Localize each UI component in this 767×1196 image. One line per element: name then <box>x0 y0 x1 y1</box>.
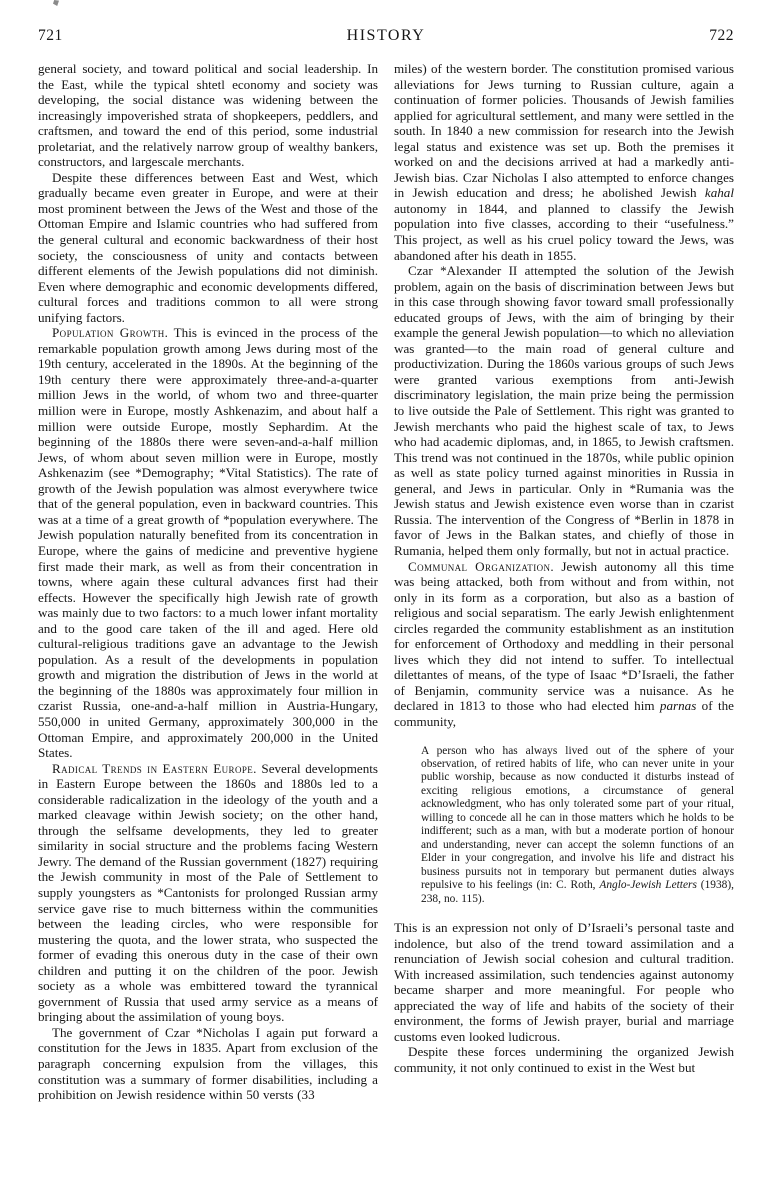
body-text: general society, and toward political and social leadership. In the East, while the typical shtetl economy and society was developing, the social distance was widening between the increasingly impoverished strata of shopkeepers, peddlers, and craftsmen, and toward the end of this period, some industrial proletariat, and the relatively narrow group of wealthy bankers, constructors, and largescale merchants. <box>38 61 378 170</box>
paragraph <box>394 1044 734 1075</box>
italic-term: parnas <box>659 698 697 714</box>
body-text: of the community, <box>394 698 734 729</box>
body-text: autonomy in 1844, and planned to classify the Jewish population into five classes, according to their “usefulness.” This project, as well as his cruel policy toward the Jews, was abandoned after his death in 1855. <box>394 200 734 263</box>
italic-term: kahal <box>704 185 734 201</box>
paragraph <box>394 920 734 1044</box>
page-number-right: 722 <box>709 27 734 44</box>
body-text: miles) of the western border. The constitution promised various alleviations for Jews turning to Russian culture, again a continuation of former policies. Thousands of Jewish families applied for agricultural settlement, and many were settled in the south. In 1840 a new commission for research into the Jewish legal status and existence was set up. Both the premises it worked on and the decisions arrived at had a markedly anti-Jewish bias. Czar Nicholas I also attempted to enforce changes in Jewish education and dress; he abolished Jewish <box>394 61 734 201</box>
body-text: Czar *Alexander II attempted the solution of the Jewish problem, again on the basis of discrimination between Jews but in this case through showing favor toward small professionally educated groups of Jews, with the aim of bringing by their example the general Jewish population—to which no alleviation was granted—to the main road of general culture and productivization. During the 1860s various groups of such Jews were granted various exemptions from anti-Jewish discriminatory legislation, the main prize being the permission to live outside the Pale of Settlement. This right was granted to Jewish merchants who paid the highest scale of tax, to Jews who had academic diplomas, and, in 1865, to Jewish craftsmen. This trend was not continued in the 1870s, while public opinion as well as state policy turned against minorities in Russia in general, and Jews in particular. Only in *Rumania was the Jewish status and Jewish existence even worse than in czarist Russia. The intervention of the Congress of *Berlin in 1878 in favor of Jews in the Balkan states, and chiefly of those in Rumania, helped them only formally, but not in actual practice. <box>394 263 734 558</box>
body-text: A person who has always lived out of the sphere of your observation, of retired habits of life, who can never unite in your public worship, because as now conducted it disturbs instead of exciting religious emotions, a circumstance of general acknowledgment, who has only tolerated some part of your ritual, willing to concede all he can in those matters which he holds to be indifferent; such as a man, with but a moderate portion of honour and understanding, never can accept the solemn functions of an Elder in your congregation, and involve his life and distract his business pursuits not in temporary but permanent duties always repulsive to his feelings (in: C. Roth, <box>421 744 734 892</box>
running-head <box>38 27 734 45</box>
section-heading: Radical Trends in Eastern Europe. <box>52 760 257 776</box>
section-heading: Population Growth. <box>52 325 169 341</box>
paragraph <box>38 1025 378 1103</box>
running-head-title: HISTORY <box>346 27 426 44</box>
body-text: This is evinced in the process of the remarkable population growth among Jews during most of the 19th century, accelerated in the 1890s. At the beginning of the 19th century there were approximately three-and-a-quarter million Jews in the world, of whom two and three-quarter million were in Europe, mostly Ashkenazim, and about half a million were outside Europe, mostly Sephardim. At the beginning of the 1880s there were seven-and-a-half million Jews, of whom about seven million were in Europe, mostly Ashkenazim (see *Demography; *Vital Statistics). The rate of growth of the Jewish population was almost everywhere twice that of the general population, even in backward countries. This was at a time of a great growth of *population everywhere. The Jewish population naturally benefited from its concentration in Europe, where the gains of medicine and preventive hygiene first made their mark, as well as from their concentration in towns, where again these cultural advances first had their effects. However the specifically high Jewish rate of growth was mainly due to two factors: to a much lower infant mortality and to the good care taken of the ill and aged. Here old cultural-religious traditions gave an advantage to the Jewish population. As a result of the developments in population growth and migration the distribution of Jews in the world at the beginning of the 1880s was approximately four million in czarist Russia, one-and-a-half million in Austria-Hungary, 550,000 in united Germany, approximately 300,000 in the Ottoman Empire, and approximately 200,000 in the United States. <box>38 325 378 761</box>
paragraph <box>38 761 378 1025</box>
paragraph <box>38 325 378 760</box>
body-text: The government of Czar *Nicholas I again put forward a constitution for the Jews in 1835. Apart from exclusion of the paragraph concerning expulsion from the villages, this constitution was a summary of former disabilities, including a prohibition on Jewish residence within 50 versts (33 <box>38 1024 378 1103</box>
text-columns <box>38 61 734 1103</box>
paragraph <box>38 61 378 170</box>
left-column <box>38 61 378 1103</box>
body-text: Jewish autonomy all this time was being attacked, both from without and from within, not only in its form as a corporation, but also as a bastion of religious and social separatism. The early Jewish enlightenment circles regarded the community establishment as an institution for enforcement of Orthodoxy and meddling in their personal lives which they did not intend to suffer. To intellectual dilettantes of means, of the type of Isaac *D’Israeli, the father of Benjamin, community service was a nuisance. As he declared in 1813 to those who had elected him <box>394 558 734 714</box>
section-heading: Communal Organization. <box>408 558 555 574</box>
body-text: Several developments in Eastern Europe between the 1860s and 1880s led to a considerable radicalization in the ideology of the youth and a marked cleavage within Jewish society; on the other hand, through the selfsame developments, they led to greater similarity in social structure and the problems facing Western Jewry. The demand of the Russian government (1827) requiring the Jewish community in most of the Pale of Settlement to supply youngsters as *Cantonists for prolonged Russian army service gave rise to much bitterness within the communities between the leading circles, who were responsible for mustering the quota, and the lower strata, who suspected the former of evading this onerous duty in the case of their own children and putting it on the children of the poor. Jewish society as a whole was embittered toward the tyrannical government of Russia that used army service as a means of bringing about the assimilation of young boys. <box>38 760 378 1025</box>
paragraph <box>38 170 378 325</box>
paragraph <box>394 263 734 558</box>
body-text: This is an expression not only of D’Israeli’s personal taste and indolence, but also of the trend toward assimilation and a renunciation of Jewish social cohesion and cultural tradition. With increased assimilation, such tendencies against autonomy became sharper and more meaningful. For people who appreciated the way of life and habits of the society of their environment, the forms of Jewish prayer, burial and marriage customs even looked ludicrous. <box>394 919 734 1044</box>
right-column <box>394 61 734 1103</box>
page-number-left: 721 <box>38 27 63 44</box>
paragraph <box>394 61 734 263</box>
body-text: Despite these forces undermining the organized Jewish community, it not only continued to exist in the West but <box>394 1044 734 1075</box>
italic-term: Anglo-Jewish Letters <box>599 879 697 892</box>
body-text: Despite these differences between East and West, which gradually became even greater in Europe, and were at their most prominent between the Jews of the West and those of the Ottoman Empire and Islamic countries who had suffered from the general cultural and economic backwardness of their host society, the consciousness of unity and contacts between different elements of the Jewish populations did not diminish. Even where demographic and economic developments differed, cultural forces and traditions common to all were strong unifying factors. <box>38 169 378 325</box>
paragraph <box>394 559 734 730</box>
body-text: (1938), 238, no. 115). <box>421 879 734 905</box>
scan-artifact-mark <box>53 0 59 6</box>
block-quote <box>421 745 734 906</box>
